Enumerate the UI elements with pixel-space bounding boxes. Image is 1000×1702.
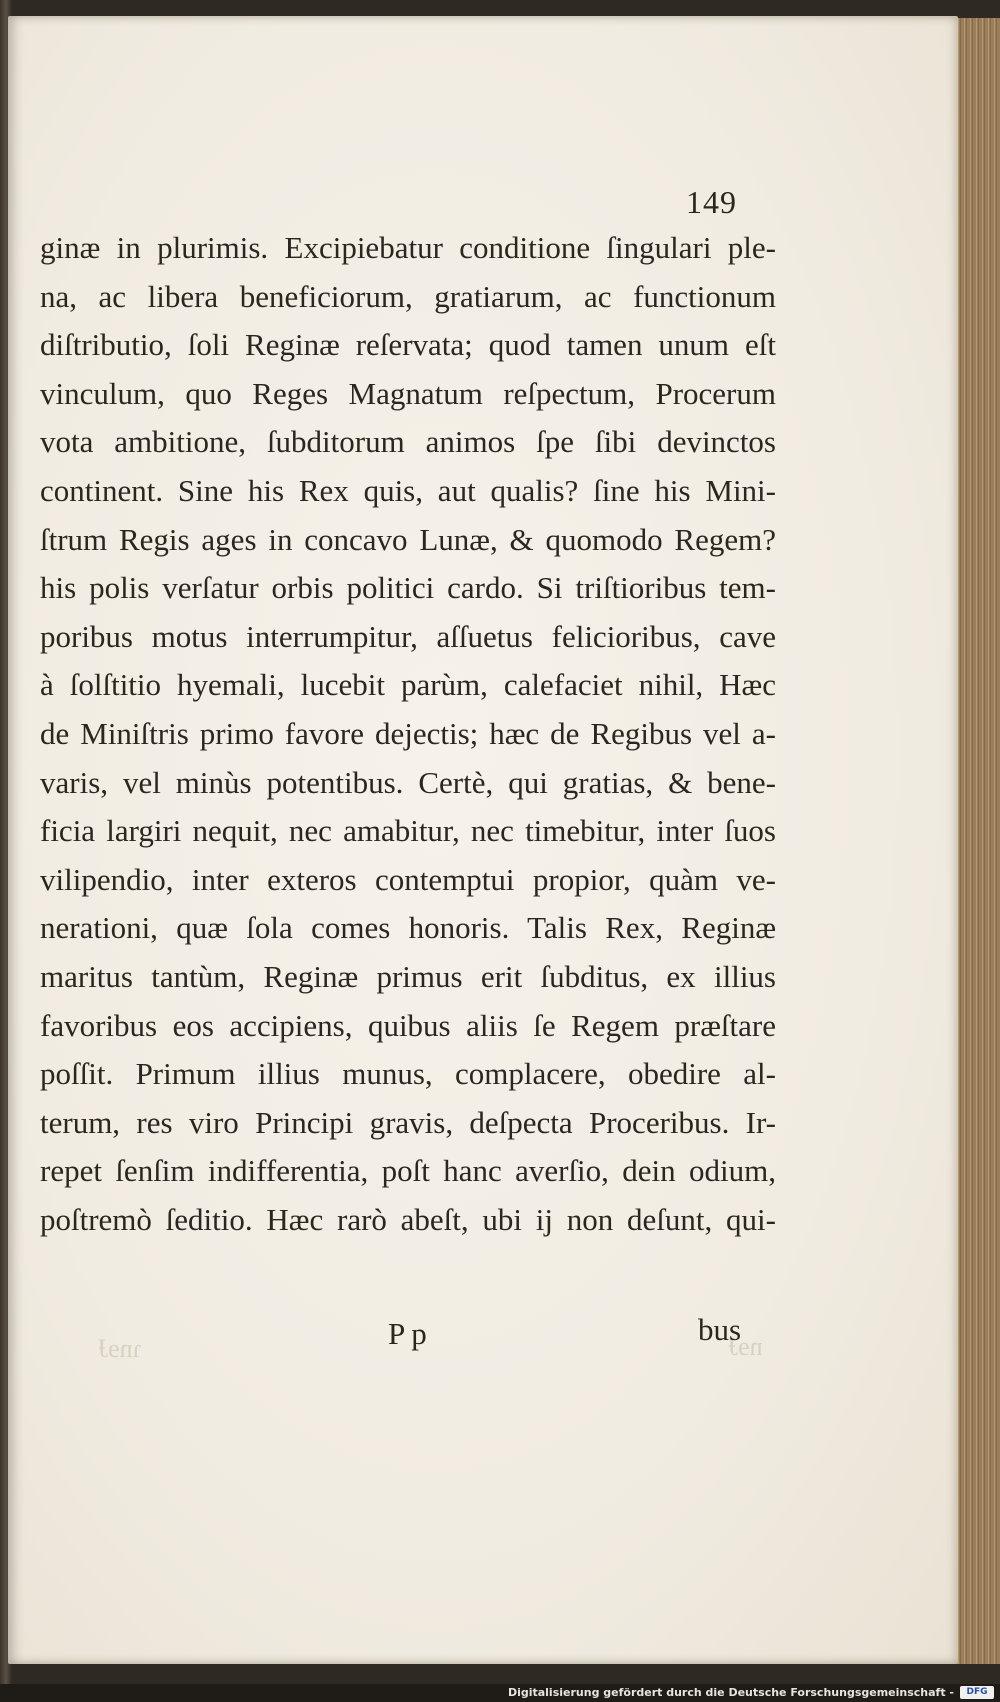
text-line: na, ac libera beneficiorum, gratiarum, ac functionum — [40, 278, 776, 314]
text-line: favoribus eos accipiens, quibus aliis ſe Regem præſtare — [40, 1007, 776, 1043]
signature-mark: Pp — [388, 1316, 433, 1351]
show-through-text: ɿnɘɈ — [98, 1334, 142, 1363]
text-line: maritus tantùm, Reginæ primus erit ſubditus, ex illius — [40, 958, 776, 994]
page-edges — [952, 18, 1000, 1664]
text-line: poſſit. Primum illius munus, complacere, obedire al- — [40, 1056, 776, 1092]
text-line: his polis verſatur orbis politici cardo. Si triſtioribus tem- — [40, 570, 776, 606]
catchword: bus — [698, 1312, 742, 1347]
text-line: ficia largiri nequit, nec amabitur, nec timebitur, inter ſuos — [40, 813, 776, 849]
body-text — [40, 224, 776, 1244]
text-line: vinculum, quo Reges Magnatum reſpectum, Procerum — [40, 375, 776, 411]
dfg-logo: DFG — [960, 1686, 994, 1699]
text-line: ſtrum Regis ages in concavo Lunæ, & quomodo Regem? — [40, 521, 776, 557]
text-line: de Miniſtris primo favore dejectis; hæc de Regibus vel a- — [40, 715, 776, 751]
text-line: terum, res viro Principi gravis, deſpecta Proceribus. Ir- — [40, 1104, 776, 1140]
text-line: vilipendio, inter exteros contemptui propior, quàm ve- — [40, 861, 776, 897]
text-line: poſtremò ſeditio. Hæc rarò abeſt, ubi ij non deſunt, qui- — [40, 1201, 776, 1237]
show-through-text: nɘɈ — [728, 1332, 763, 1361]
text-line: ginæ in plurimis. Excipiebatur conditione ſingulari ple- — [40, 230, 776, 265]
text-line: diſtributio, ſoli Reginæ reſervata; quod tamen unum eſt — [40, 327, 776, 363]
text-line: repet ſenſim indifferentia, poſt hanc averſio, dein odium, — [40, 1153, 776, 1189]
page-number: 149 — [686, 184, 737, 220]
text-line: continent. Sine his Rex quis, aut qualis? ſine his Mini- — [40, 472, 776, 508]
text-line: poribus motus interrumpitur, aſſuetus felicioribus, cave — [40, 618, 776, 654]
text-line: nerationi, quæ ſola comes honoris. Talis Rex, Reginæ — [40, 910, 776, 946]
text-line: vota ambitione, ſubditorum animos ſpe ſibi devinctos — [40, 424, 776, 460]
text-line: à ſolſtitio hyemali, lucebit parùm, calefaciet nihil, Hæc — [40, 667, 776, 703]
text-line: varis, vel minùs potentibus. Certè, qui gratias, & bene- — [40, 764, 776, 800]
digitization-credit: Digitalisierung gefördert durch die Deutsche Forschungsgemeinschaft - — [507, 1686, 954, 1699]
